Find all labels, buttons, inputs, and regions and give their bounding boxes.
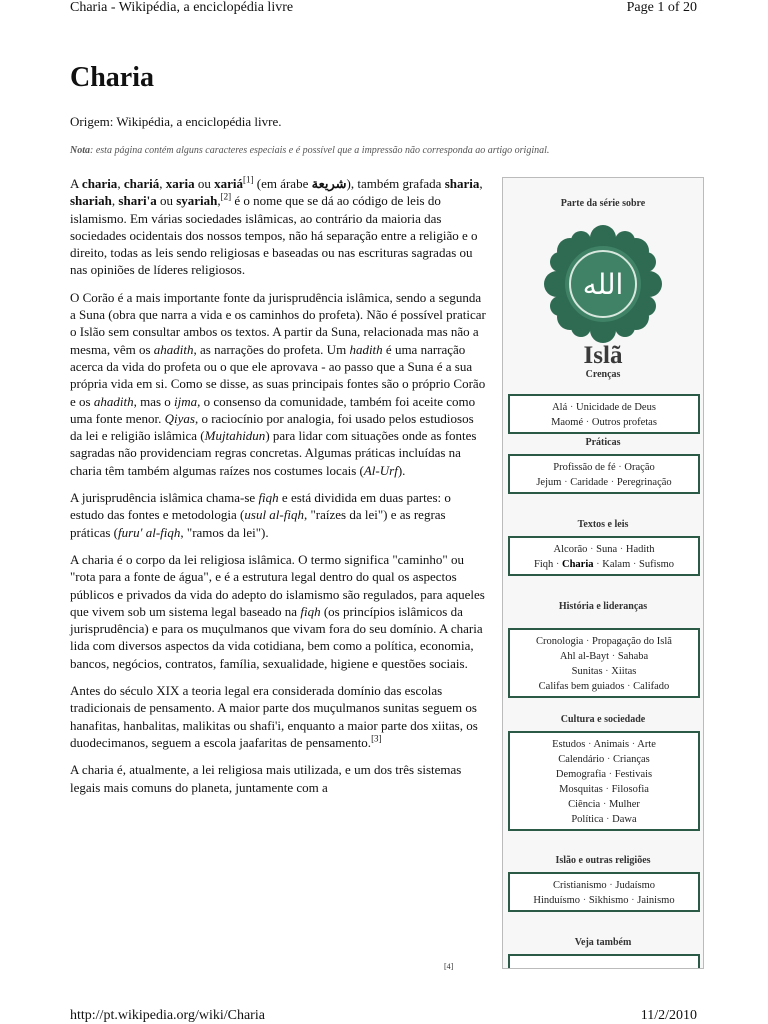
paragraph-schools: Antes do século XIX a teoria legal era considerada domínio das escolas tradicionais de pensamento. A maior parte dos muçulmanos sunitas seguem os hanafitas, hanbalitas, malikitas ou shafi'i, enquanto a maior parte dos xiitas, os duodecimanos, seguem a escola jaafaritas de pensamento.[3] <box>70 683 478 750</box>
link-suna[interactable]: Suna <box>596 544 618 555</box>
link-kalam[interactable]: Kalam <box>602 559 631 570</box>
link-estudos[interactable]: Estudos <box>552 739 586 750</box>
group-cultura: Estudos · Animais · Arte Calendário · Crianças Demografia · Festivais Mosquitas · Filosofia Ciência · Mulher Política · Dawa <box>508 731 700 831</box>
group-praticas: Profissão de fé · Oração Jejum · Caridade · Peregrinação <box>508 454 700 494</box>
page-footer-url[interactable]: http://pt.wikipedia.org/wiki/Charia <box>70 1008 265 1023</box>
group-crencas: Alá · Unicidade de Deus Maomé · Outros profetas <box>508 394 700 434</box>
paragraph-fiqh: A jurisprudência islâmica chama-se fiqh e está dividida em duas partes: o estudo das fontes e metodologia (usul al-fiqh, "raízes da lei") e as regras práticas (furu' al-fiqh, "ramos da lei"). <box>70 490 451 540</box>
link-charia-current: Charia <box>562 559 594 570</box>
section-title-crencas: Crenças <box>585 369 621 380</box>
link-alcorao[interactable]: Alcorão <box>553 544 588 555</box>
link-festivais[interactable]: Festivais <box>614 769 653 780</box>
page-number: Page 1 of 20 <box>626 0 697 15</box>
link-mosquitas[interactable]: Mosquitas <box>559 784 603 795</box>
link-jejum[interactable]: Jejum <box>536 477 562 488</box>
article-origin: Origem: Wikipédia, a enciclopédia livre. <box>70 114 282 129</box>
paragraph-sources: O Corão é a mais importante fonte da jurisprudência islâmica, sendo a segunda a Suna (obra que narra a vida e os caminhos do profeta). Não é possível praticar o Islão sem consultar ambos os textos. A partir da Suna, relacionada mas não a mesma, vêm os ahadith, as narrações do profeta. Um hadith é uma narração acerca da vida do profeta ou o que ele aprovava - ao passo que a Suna é a sua própria vida em si. Como se disse, as suas principais fontes são o próprio Corão e os ahadith, mas o ijma, o consenso da comunidade, também foi aceite como uma fonte menor. Qiyas, o raciocínio por analogia, foi usado pelos estudiosos da lei e religião islâmica (Mujtahidun) para lidar com situações onde as fontes sagradas não providenciam regras concretas. Algumas práticas incluídas na charia têm também algumas raízes nos costumes locais (Al-Urf). <box>70 289 486 478</box>
link-demografia[interactable]: Demografia <box>555 769 607 780</box>
link-propagacao[interactable]: Propagação do Islã <box>592 636 672 647</box>
note-text: : esta página contém alguns caracteres especiais e é possível que a impressão não corresponda ao artigo original. <box>90 145 550 156</box>
group-outras-religioes: Cristianismo · Judaísmo Hinduísmo · Sikhismo · Jainismo <box>508 872 700 912</box>
section-title-cultura: Cultura e sociedade <box>560 714 646 725</box>
link-sahaba[interactable]: Sahaba <box>617 651 649 662</box>
link-criancas[interactable]: Crianças <box>613 754 650 765</box>
islam-series-infobox <box>502 177 704 969</box>
emblem-label: Islã <box>583 342 623 369</box>
section-title-textos: Textos e leis <box>577 519 629 530</box>
link-calendario[interactable]: Calendário <box>558 754 605 765</box>
link-politica[interactable]: Política <box>571 814 604 825</box>
link-cronologia[interactable]: Cronologia <box>536 636 584 647</box>
article-body <box>70 175 488 806</box>
link-profissao[interactable]: Profissão de fé <box>553 462 616 473</box>
cutoff-reference: [4] <box>444 962 454 971</box>
link-jainismo[interactable]: Jainismo <box>637 895 675 906</box>
group-veja-tambem <box>508 954 700 969</box>
link-mulher[interactable]: Mulher <box>608 799 640 810</box>
section-title-outras-religioes: Islão e outras religiões <box>555 855 651 866</box>
section-title-historia: História e lideranças <box>558 601 648 612</box>
link-dawa[interactable]: Dawa <box>612 814 637 825</box>
link-caridade[interactable]: Caridade <box>570 477 609 488</box>
link-sikhismo[interactable]: Sikhismo <box>588 895 629 906</box>
note-label: Nota <box>70 145 90 156</box>
link-animais[interactable]: Animais <box>593 739 630 750</box>
link-cristianismo[interactable]: Cristianismo <box>552 880 607 891</box>
link-fiqh[interactable]: Fiqh <box>533 559 554 570</box>
section-title-praticas: Práticas <box>585 437 621 448</box>
link-sufismo[interactable]: Sufismo <box>639 559 675 570</box>
link-ahl-al-bayt[interactable]: Ahl al-Bayt <box>559 651 610 662</box>
link-hinduismo[interactable]: Hinduísmo <box>533 895 581 906</box>
link-outros-profetas[interactable]: Outros profetas <box>591 417 657 428</box>
link-califado[interactable]: Califado <box>633 681 670 692</box>
link-sunitas[interactable]: Sunitas <box>571 666 603 677</box>
link-judaismo[interactable]: Judaísmo <box>615 880 656 891</box>
link-ala[interactable]: Alá <box>552 402 568 413</box>
series-label: Parte da série sobre <box>560 198 646 209</box>
link-peregrinacao[interactable]: Peregrinação <box>616 477 672 488</box>
link-maome[interactable]: Maomé <box>551 417 584 428</box>
paragraph-intro: A charia, chariá, xaria ou xariá[1] (em árabe شريعة), também grafada sharia, shariah, shari'a ou syariah,[2] é o nome que se dá ao código de leis do islamismo. Em várias sociedades islâmicas, ao contrário da maioria das sociedades ocidentais dos nossos tempos, não há separação entre a religião e o direito, todas as leis sendo religiosas e baseadas ou nas escrituras sagradas ou nas opiniões de líderes religiosos. <box>70 174 483 278</box>
group-historia: Cronologia · Propagação do Islã Ahl al-Bayt · Sahaba Sunitas · Xiitas Califas bem guiados · Califado <box>508 628 700 698</box>
link-ciencia[interactable]: Ciência <box>568 799 601 810</box>
link-filosofia[interactable]: Filosofia <box>611 784 649 795</box>
link-oracao[interactable]: Oração <box>624 462 655 473</box>
islam-emblem-icon <box>543 224 663 344</box>
section-title-veja-tambem: Veja também <box>574 937 632 948</box>
link-unicidade[interactable]: Unicidade de Deus <box>576 402 656 413</box>
link-xiitas[interactable]: Xiitas <box>611 666 637 677</box>
paragraph-current: A charia é, atualmente, a lei religiosa mais utilizada, e um dos três sistemas legais mais comuns do planeta, juntamente com a <box>70 762 462 795</box>
page-header-title: Charia - Wikipédia, a enciclopédia livre <box>70 0 294 15</box>
page-footer-date: 11/2/2010 <box>640 1008 697 1023</box>
paragraph-body-of-law: A charia é o corpo da lei religiosa islâmica. O termo significa "caminho" ou "rota para a fonte de água", e é a estrutura legal dentro do qual os aspectos públicos e privados da vida do adepto do islamismo são regulados, para aqueles que vivem sob um sistema legal baseado na fiqh (os princípios islâmicos da jurisprudência) e para os muçulmanos que vivam fora do seu domínio. A charia lida com diversos aspectos da vida cotidiana, bem como a política, economia, bancos, negócios, contratos, família, sexualidade, higiene e questões sociais. <box>70 551 485 671</box>
group-textos: Alcorão · Suna · Hadith Fiqh · Charia · Kalam · Sufismo <box>508 536 700 576</box>
article-title: Charia <box>70 62 154 93</box>
link-hadith[interactable]: Hadith <box>625 544 655 555</box>
print-note <box>70 145 549 156</box>
arabic-calligraphy: الله <box>582 268 624 301</box>
link-arte[interactable]: Arte <box>637 739 656 750</box>
link-califas[interactable]: Califas bem guiados <box>538 681 625 692</box>
